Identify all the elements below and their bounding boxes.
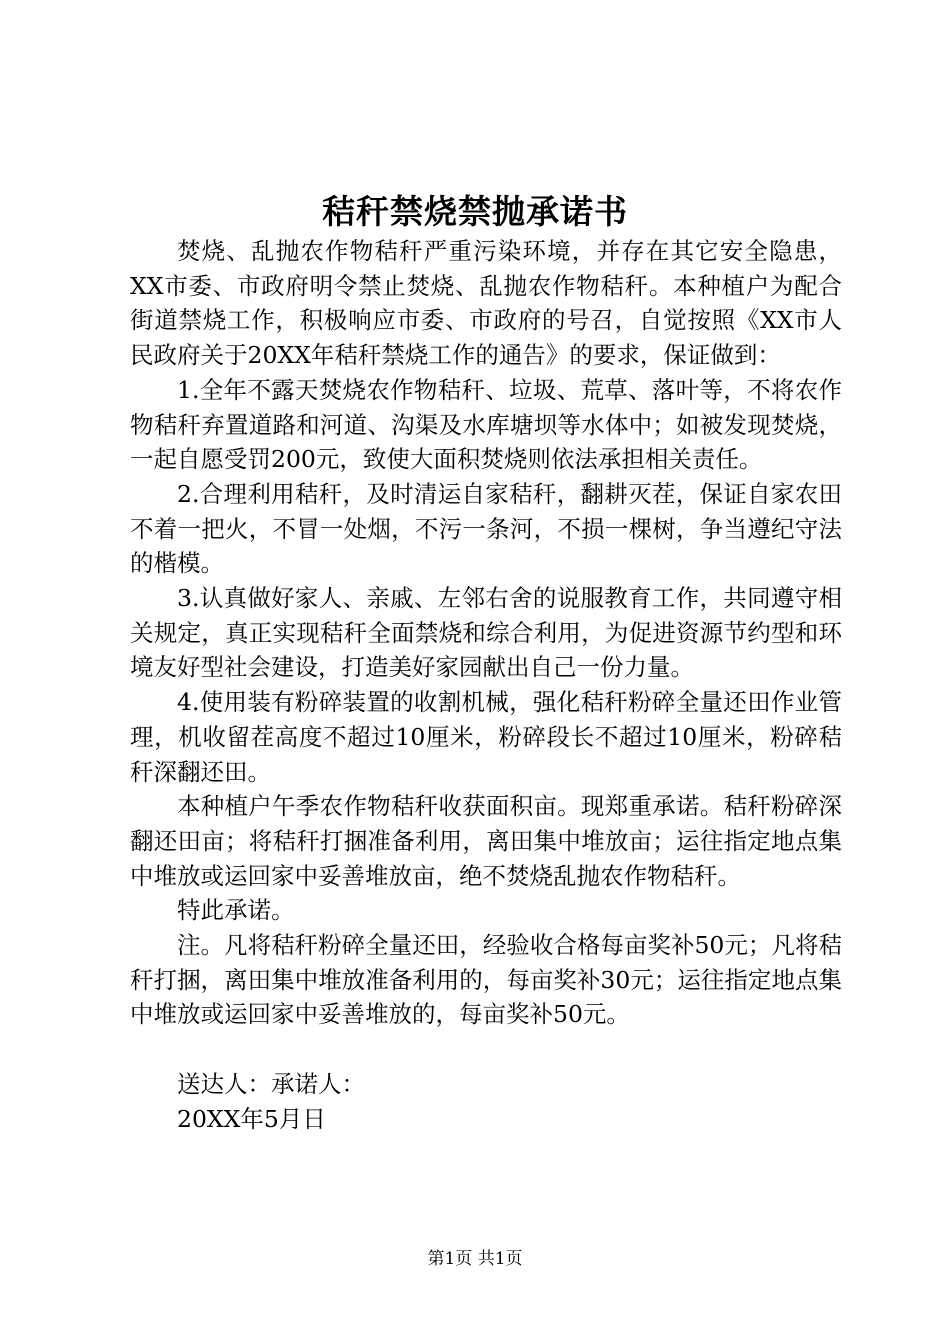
item-4-paragraph: 4.使用装有粉碎装置的收割机械，强化秸秆粉碎全量还田作业管理，机收留茬高度不超过10厘米，粉碎段长不超过10厘米，粉碎秸秆深翻还田。	[130, 688, 842, 786]
closing-paragraph: 特此承诺。	[177, 896, 295, 925]
date-line: 20XX年5月日	[177, 1104, 326, 1133]
area-commitment-paragraph: 本种植户午季农作物秸秆收获面积亩。现郑重承诺。秸秆粉碎深翻还田亩；将秸秆打捆准备利用，离田集中堆放亩；运往指定地点集中堆放或运回家中妥善堆放亩，绝不焚烧乱抛农作物秸秆。	[130, 792, 842, 890]
item-2-paragraph: 2.合理利用秸秆，及时清运自家秸秆，翻耕灭茬，保证自家农田不着一把火，不冒一处烟，不污一条河，不损一棵树，争当遵纪守法的楷模。	[130, 479, 842, 578]
blank-line	[130, 1032, 842, 1067]
signature-line: 送达人：承诺人：	[177, 1069, 365, 1098]
intro-paragraph: 焚烧、乱抛农作物秸秆严重污染环境，并存在其它安全隐患，XX市委、市政府明令禁止焚烧、乱抛农作物秸秆。本种植户为配合街道禁烧工作，积极响应市委、市政府的号召，自觉按照《XX市人民政府关于20XX年秸秆禁烧工作的通告》的要求，保证做到：	[130, 237, 842, 370]
document-body	[130, 234, 842, 1136]
item-3-paragraph: 3.认真做好家人、亲戚、左邻右舍的说服教育工作，共同遵守相关规定，真正实现秸秆全面禁烧和综合利用，为促进资源节约型和环境友好型社会建设，打造美好家园献出自己一份力量。	[130, 584, 842, 682]
note-paragraph: 注。凡将秸秆粉碎全量还田，经验收合格每亩奖补50元；凡将秸秆打捆，离田集中堆放准备利用的，每亩奖补30元；运往指定地点集中堆放或运回家中妥善堆放的，每亩奖补50元。	[130, 931, 842, 1029]
document-title: 秸秆禁烧禁抛承诺书	[322, 192, 628, 231]
item-1-paragraph: 1.全年不露天焚烧农作物秸秆、垃圾、荒草、落叶等，不将农作物秸秆弃置道路和河道、沟渠及水库塘坝等水体中；如被发现焚烧，一起自愿受罚200元，致使大面积焚烧则依法承担相关责任。	[130, 375, 842, 474]
page-number: 第1页 共1页	[427, 1249, 523, 1269]
